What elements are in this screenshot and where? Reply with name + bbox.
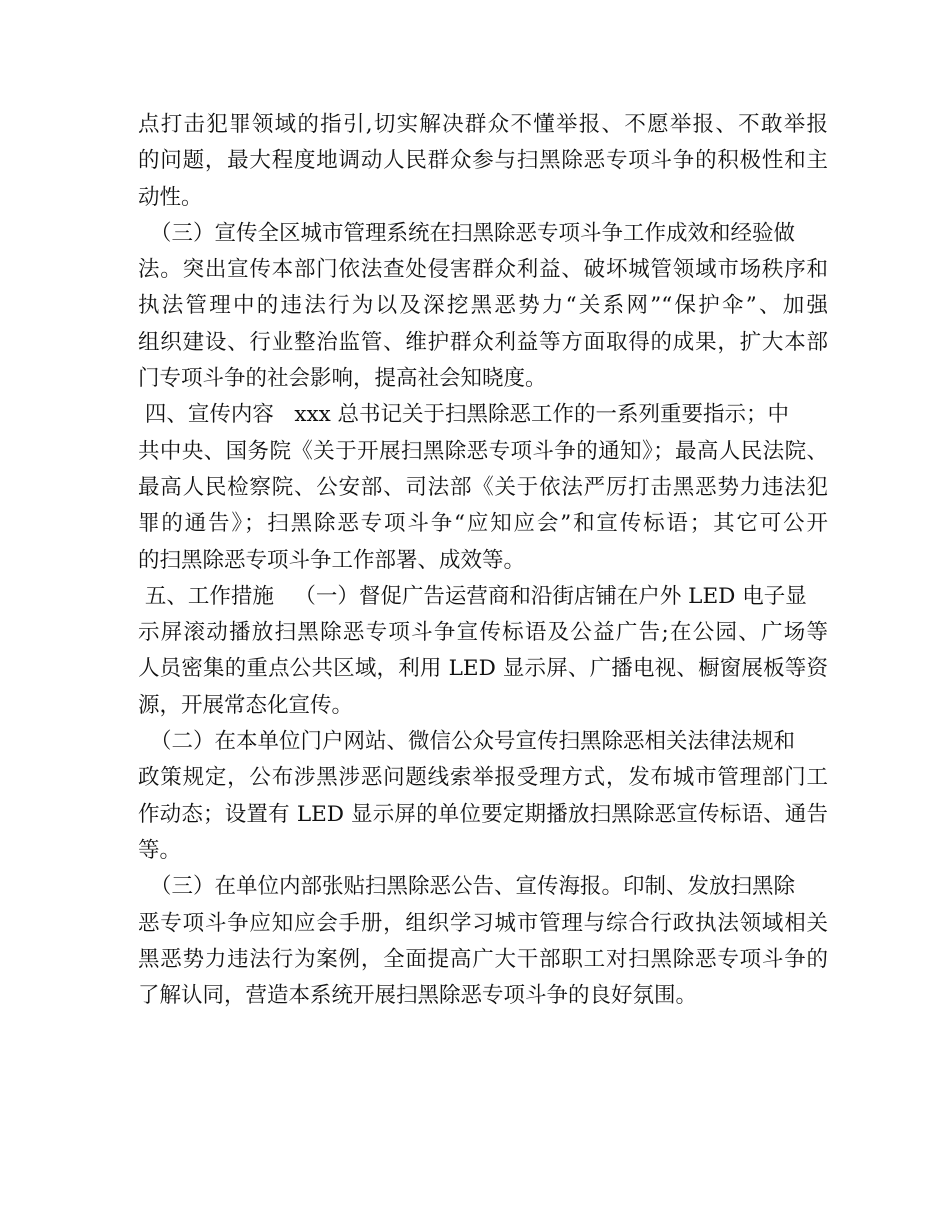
text-line: 作动态；设置有 LED 显示屏的单位要定期播放扫黑除恶宣传标语、通告 [138,801,828,827]
document-body [138,107,828,1014]
text-line: 等。 [138,837,182,863]
text-line: 最高人民检察院、公安部、司法部《关于依法严厉打击黑恶势力违法犯 [138,474,828,500]
text-line: 政策规定，公布涉黑涉恶问题线索举报受理方式，发布城市管理部门工 [138,765,828,791]
text-line: 罪的通告》；扫黑除恶专项斗争“应知应会”和宣传标语；其它可公开 [138,511,828,537]
text-line: 执法管理中的违法行为以及深挖黑恶势力“关系网”“保护伞”、加强 [138,293,828,319]
section-heading-line: （三）宣传全区城市管理系统在扫黑除恶专项斗争工作成效和经验做 [150,220,796,246]
text-line: 黑恶势力违法行为案例，全面提高广大干部职工对扫黑除恶专项斗争的 [138,946,828,972]
text-line: 人员密集的重点公共区域，利用 LED 显示屏、广播电视、橱窗展板等资 [138,656,828,682]
section-heading-line: （二）在本单位门户网站、微信公众号宣传扫黑除恶相关法律法规和 [150,729,796,755]
text-line: 组织建设、行业整治监管、维护群众利益等方面取得的成果，扩大本部 [138,329,828,355]
text-line: 的扫黑除恶专项斗争工作部署、成效等。 [138,547,526,573]
text-line: 的问题，最大程度地调动人民群众参与扫黑除恶专项斗争的积极性和主 [138,148,828,174]
text-line: 共中央、国务院《关于开展扫黑除恶专项斗争的通知》；最高人民法院、 [138,438,828,464]
text-line: 动性。 [138,184,203,210]
section-heading-line: 四、宣传内容 xxx 总书记关于扫黑除恶工作的一系列重要指示；中 [138,402,790,428]
text-line: 法。突出宣传本部门依法查处侵害群众利益、破坏城管领域市场秩序和 [138,257,828,283]
text-line: 源，开展常态化宣传。 [138,692,354,718]
text-line: 恶专项斗争应知应会手册，组织学习城市管理与综合行政执法领域相关 [138,910,828,936]
text-line: 了解认同，营造本系统开展扫黑除恶专项斗争的良好氛围。 [138,983,698,1009]
text-line: 点打击犯罪领域的指引,切实解决群众不懂举报、不愿举报、不敢举报 [138,112,828,137]
section-heading-line: （三）在单位内部张贴扫黑除恶公告、宣传海报。印制、发放扫黑除 [150,874,796,900]
text-line: 门专项斗争的社会影响，提高社会知晓度。 [138,366,547,392]
text-line: 示屏滚动播放扫黑除恶专项斗争宣传标语及公益广告;在公园、广场等 [138,620,828,646]
section-heading-line: 五、工作措施 （一）督促广告运营商和沿街店铺在户外 LED 电子显 [138,583,807,609]
